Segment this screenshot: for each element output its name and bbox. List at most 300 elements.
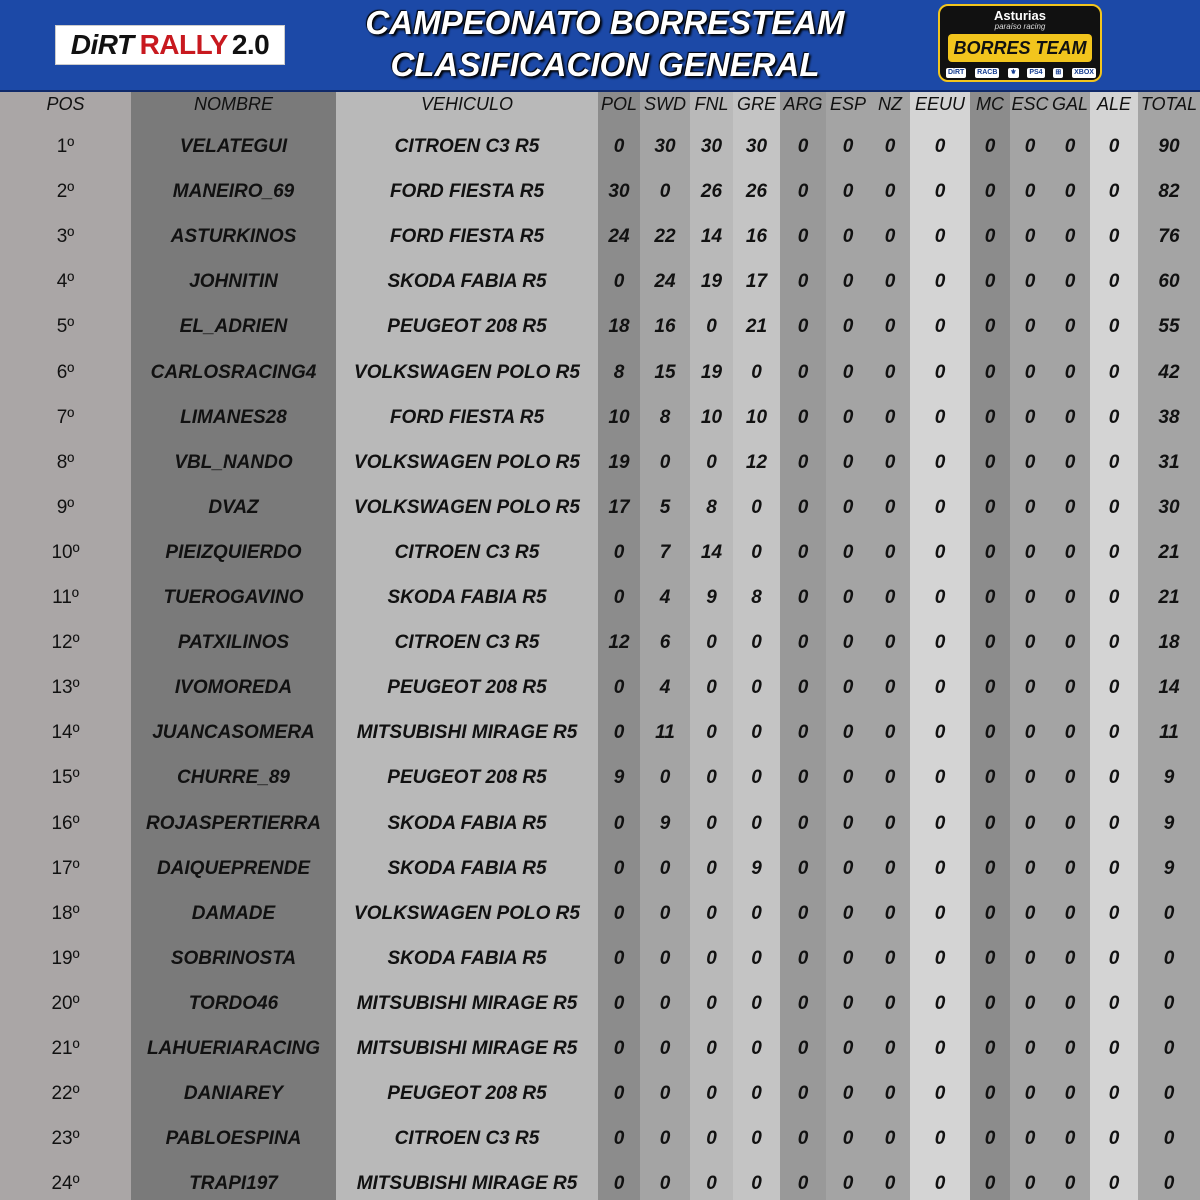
cell-swd: 4: [659, 587, 671, 608]
cell-arg: 0: [797, 226, 809, 248]
cell-arg: 0: [797, 361, 809, 383]
cell-esp: 0: [842, 992, 854, 1014]
cell-gal: 0: [1064, 587, 1076, 608]
cell-eeuu: 0: [934, 992, 946, 1014]
cell-gre: 0: [751, 541, 762, 563]
cell-pol: 17: [608, 496, 630, 518]
cell-arg: 0: [797, 316, 809, 338]
cell-pos: 10º: [51, 541, 80, 563]
cell-eeuu: 0: [934, 136, 946, 157]
cell-fnl: 0: [706, 632, 717, 654]
cell-name: VELATEGUI: [179, 136, 288, 157]
cell-nz: 0: [884, 316, 896, 338]
cell-total: 31: [1158, 451, 1180, 473]
cell-nz: 0: [884, 136, 896, 157]
cell-eeuu: 0: [934, 722, 946, 744]
cell-gre: 0: [751, 722, 762, 744]
cell-swd: 4: [659, 677, 671, 699]
cell-total: 0: [1163, 1038, 1175, 1059]
cell-pol: 0: [613, 722, 625, 744]
cell-name: DANIAREY: [183, 1083, 284, 1105]
badge-region: Asturias: [993, 8, 1047, 23]
cell-mc: 0: [984, 632, 996, 654]
cell-pol: 0: [613, 541, 625, 563]
cell-arg: 0: [797, 767, 809, 789]
cell-esc: 0: [1024, 1128, 1036, 1150]
cell-car: CITROEN C3 R5: [394, 1128, 540, 1150]
cell-eeuu: 0: [934, 496, 946, 518]
cell-esc: 0: [1024, 271, 1036, 293]
cell-pos: 14º: [51, 722, 80, 744]
cell-gre: 26: [745, 181, 768, 203]
cell-mc: 0: [984, 541, 996, 563]
cell-esp: 0: [842, 767, 854, 789]
cell-nz: 0: [884, 496, 896, 518]
cell-car: SKODA FABIA R5: [387, 587, 547, 608]
cell-gre: 0: [751, 947, 762, 969]
cell-pos: 15º: [51, 767, 80, 789]
cell-esp: 0: [842, 632, 854, 654]
cell-esc: 0: [1024, 496, 1036, 518]
cell-name: MANEIRO_69: [172, 181, 295, 203]
cell-pol: 0: [613, 1038, 625, 1059]
cell-nz: 0: [884, 632, 896, 654]
cell-swd: 0: [659, 1173, 671, 1195]
cell-fnl: 30: [700, 136, 723, 157]
cell-gre: 0: [751, 767, 762, 789]
cell-gal: 0: [1064, 271, 1076, 293]
cell-swd: 24: [654, 271, 676, 293]
cell-total: 0: [1163, 1128, 1175, 1150]
cell-total: 0: [1163, 902, 1175, 924]
cell-esp: 0: [842, 136, 854, 157]
cell-swd: 30: [654, 136, 676, 157]
borres-team-badge: [938, 4, 1102, 82]
cell-swd: 8: [659, 406, 671, 428]
dirt-rally-logo: [55, 25, 285, 65]
column-header-arg: ARG: [783, 94, 823, 114]
cell-total: 14: [1158, 677, 1180, 699]
cell-name: EL_ADRIEN: [179, 316, 288, 338]
column-header-gre: GRE: [736, 94, 776, 114]
cell-arg: 0: [797, 136, 809, 157]
cell-eeuu: 0: [934, 632, 946, 654]
cell-total: 9: [1163, 812, 1175, 834]
column-header-gal: GAL: [1051, 94, 1089, 114]
column-header-nz: NZ: [878, 94, 902, 114]
cell-eeuu: 0: [934, 1083, 946, 1105]
cell-gal: 0: [1064, 1038, 1076, 1059]
cell-ale: 0: [1108, 722, 1120, 744]
title-line-2: CLASIFICACION GENERAL: [390, 46, 820, 83]
cell-arg: 0: [797, 181, 809, 203]
cell-fnl: 0: [706, 1038, 717, 1059]
cell-fnl: 0: [706, 451, 717, 473]
cell-eeuu: 0: [934, 857, 946, 879]
cell-ale: 0: [1108, 947, 1120, 969]
sponsor-logo-asturias: ⚜: [1010, 69, 1017, 76]
cell-arg: 0: [797, 722, 809, 744]
cell-name: DAIQUEPRENDE: [156, 857, 311, 879]
cell-fnl: 19: [700, 361, 723, 383]
cell-nz: 0: [884, 587, 896, 608]
cell-gre: 0: [751, 992, 762, 1014]
cell-gal: 0: [1064, 136, 1076, 157]
cell-mc: 0: [984, 181, 996, 203]
cell-pos: 16º: [51, 812, 80, 834]
cell-pos: 22º: [51, 1083, 80, 1105]
cell-swd: 0: [659, 181, 671, 203]
cell-esc: 0: [1024, 1083, 1036, 1105]
cell-nz: 0: [884, 541, 896, 563]
cell-total: 30: [1158, 496, 1180, 518]
badge-team-name: BORRES TEAM: [948, 34, 1092, 62]
cell-total: 9: [1163, 767, 1175, 789]
cell-esc: 0: [1024, 767, 1036, 789]
cell-fnl: 0: [706, 902, 717, 924]
logo-rally-text: RALLY: [139, 29, 228, 60]
cell-mc: 0: [984, 1083, 996, 1105]
cell-esc: 0: [1024, 406, 1036, 428]
cell-mc: 0: [984, 451, 996, 473]
cell-car: SKODA FABIA R5: [387, 812, 547, 834]
cell-pol: 0: [613, 857, 625, 879]
cell-gre: 21: [745, 316, 768, 338]
cell-name: PABLOESPINA: [165, 1128, 302, 1150]
cell-gal: 0: [1064, 181, 1076, 203]
cell-arg: 0: [797, 857, 809, 879]
cell-nz: 0: [884, 406, 896, 428]
cell-esp: 0: [842, 316, 854, 338]
cell-pol: 30: [608, 181, 630, 203]
cell-ale: 0: [1108, 496, 1120, 518]
cell-swd: 16: [654, 316, 676, 338]
cell-esp: 0: [842, 1128, 854, 1150]
column-header-ale: ALE: [1096, 94, 1132, 114]
column-header-esp: ESP: [829, 94, 867, 114]
cell-esc: 0: [1024, 902, 1036, 924]
cell-swd: 0: [659, 767, 671, 789]
cell-fnl: 10: [700, 406, 723, 428]
cell-name: ROJASPERTIERRA: [146, 812, 321, 834]
column-header-eeuu: EEUU: [914, 94, 965, 114]
cell-ale: 0: [1108, 451, 1120, 473]
cell-esp: 0: [842, 902, 854, 924]
column-header-car: VEHICULO: [420, 94, 514, 114]
cell-car: FORD FIESTA R5: [389, 181, 545, 203]
cell-swd: 0: [659, 947, 671, 969]
cell-name: VBL_NANDO: [174, 451, 293, 473]
cell-ale: 0: [1108, 1128, 1120, 1150]
cell-pos: 17º: [51, 857, 80, 879]
logo-dirt-text: DiRT: [70, 29, 134, 60]
cell-mc: 0: [984, 722, 996, 744]
cell-total: 0: [1163, 992, 1175, 1014]
cell-arg: 0: [797, 947, 809, 969]
cell-nz: 0: [884, 992, 896, 1014]
cell-ale: 0: [1108, 812, 1120, 834]
cell-eeuu: 0: [934, 902, 946, 924]
cell-eeuu: 0: [934, 812, 946, 834]
cell-gal: 0: [1064, 767, 1076, 789]
cell-gre: 17: [745, 271, 768, 293]
cell-mc: 0: [984, 1038, 996, 1059]
cell-nz: 0: [884, 1083, 896, 1105]
cell-total: 21: [1158, 541, 1180, 563]
cell-esp: 0: [842, 271, 854, 293]
cell-eeuu: 0: [934, 1173, 946, 1195]
cell-eeuu: 0: [934, 406, 946, 428]
cell-gal: 0: [1064, 541, 1076, 563]
cell-esp: 0: [842, 1083, 854, 1105]
cell-name: JOHNITIN: [189, 271, 278, 293]
cell-nz: 0: [884, 812, 896, 834]
cell-mc: 0: [984, 677, 996, 699]
cell-fnl: 0: [706, 812, 717, 834]
cell-nz: 0: [884, 451, 896, 473]
cell-pos: 5º: [56, 316, 75, 338]
cell-ale: 0: [1108, 587, 1120, 608]
cell-name: SOBRINOSTA: [170, 947, 297, 969]
cell-ale: 0: [1108, 1083, 1120, 1105]
cell-gre: 0: [751, 677, 762, 699]
cell-name: DAMADE: [191, 902, 276, 924]
title-line-1: CAMPEONATO BORRESTEAM: [365, 4, 845, 41]
cell-ale: 0: [1108, 1038, 1120, 1059]
cell-pol: 0: [613, 992, 625, 1014]
cell-pos: 8º: [56, 451, 75, 473]
cell-arg: 0: [797, 1128, 809, 1150]
cell-mc: 0: [984, 947, 996, 969]
cell-mc: 0: [984, 136, 996, 157]
cell-eeuu: 0: [934, 1038, 946, 1059]
cell-eeuu: 0: [934, 226, 946, 248]
cell-total: 76: [1158, 226, 1180, 248]
cell-esp: 0: [842, 812, 854, 834]
cell-ale: 0: [1108, 857, 1120, 879]
cell-gal: 0: [1064, 947, 1076, 969]
cell-name: DVAZ: [208, 496, 259, 518]
cell-gre: 9: [751, 857, 762, 879]
cell-eeuu: 0: [934, 541, 946, 563]
cell-gal: 0: [1064, 406, 1076, 428]
column-header-fnl: FNL: [694, 94, 729, 114]
cell-gre: 10: [745, 406, 768, 428]
cell-total: 18: [1158, 632, 1180, 654]
cell-gal: 0: [1064, 361, 1076, 383]
cell-esp: 0: [842, 496, 854, 518]
cell-ale: 0: [1108, 632, 1120, 654]
cell-nz: 0: [884, 361, 896, 383]
cell-car: VOLKSWAGEN POLO R5: [354, 451, 580, 473]
cell-car: CITROEN C3 R5: [394, 136, 540, 157]
cell-fnl: 0: [706, 947, 717, 969]
cell-fnl: 0: [706, 1173, 717, 1195]
cell-fnl: 8: [706, 496, 717, 518]
cell-arg: 0: [797, 992, 809, 1014]
cell-arg: 0: [797, 406, 809, 428]
cell-mc: 0: [984, 587, 996, 608]
cell-mc: 0: [984, 857, 996, 879]
cell-car: VOLKSWAGEN POLO R5: [354, 361, 580, 383]
cell-mc: 0: [984, 226, 996, 248]
cell-car: CITROEN C3 R5: [394, 541, 540, 563]
cell-total: 0: [1163, 1173, 1175, 1195]
cell-esc: 0: [1024, 451, 1036, 473]
cell-gal: 0: [1064, 812, 1076, 834]
column-header-name: NOMBRE: [193, 94, 273, 114]
cell-total: 9: [1163, 857, 1175, 879]
cell-arg: 0: [797, 1038, 809, 1059]
cell-esc: 0: [1024, 722, 1036, 744]
cell-esc: 0: [1024, 1173, 1036, 1195]
cell-arg: 0: [797, 587, 809, 608]
cell-esc: 0: [1024, 316, 1036, 338]
cell-fnl: 9: [706, 587, 717, 608]
cell-nz: 0: [884, 902, 896, 924]
cell-swd: 22: [654, 226, 676, 248]
cell-esp: 0: [842, 406, 854, 428]
cell-pol: 18: [608, 316, 630, 338]
cell-swd: 0: [659, 1038, 671, 1059]
cell-pos: 18º: [51, 902, 80, 924]
cell-ale: 0: [1108, 541, 1120, 563]
cell-name: PATXILINOS: [177, 632, 290, 654]
cell-ale: 0: [1108, 1173, 1120, 1195]
cell-ale: 0: [1108, 226, 1120, 248]
cell-arg: 0: [797, 541, 809, 563]
cell-swd: 5: [659, 496, 671, 518]
column-header-pol: POL: [600, 94, 638, 114]
cell-ale: 0: [1108, 677, 1120, 699]
cell-gal: 0: [1064, 496, 1076, 518]
cell-nz: 0: [884, 226, 896, 248]
cell-eeuu: 0: [934, 451, 946, 473]
cell-total: 42: [1158, 361, 1180, 383]
cell-car: MITSUBISHI MIRAGE R5: [356, 722, 578, 744]
cell-esc: 0: [1024, 587, 1036, 608]
cell-pol: 0: [613, 812, 625, 834]
cell-pol: 0: [613, 136, 625, 157]
cell-esc: 0: [1024, 992, 1036, 1014]
cell-name: LIMANES28: [180, 406, 287, 428]
cell-total: 60: [1158, 271, 1180, 293]
cell-mc: 0: [984, 902, 996, 924]
cell-ale: 0: [1108, 361, 1120, 383]
cell-esc: 0: [1024, 541, 1036, 563]
cell-arg: 0: [797, 451, 809, 473]
cell-pos: 19º: [51, 947, 80, 969]
cell-total: 21: [1158, 587, 1180, 608]
sponsor-logo-dirt: DiRT: [948, 69, 965, 76]
cell-fnl: 0: [706, 992, 717, 1014]
cell-car: PEUGEOT 208 R5: [387, 677, 547, 699]
cell-pol: 24: [608, 226, 630, 248]
cell-esp: 0: [842, 541, 854, 563]
cell-nz: 0: [884, 947, 896, 969]
cell-ale: 0: [1108, 406, 1120, 428]
cell-arg: 0: [797, 1173, 809, 1195]
cell-arg: 0: [797, 677, 809, 699]
cell-fnl: 0: [706, 767, 717, 789]
cell-name: TRAPI197: [189, 1173, 278, 1195]
cell-car: MITSUBISHI MIRAGE R5: [356, 1038, 578, 1059]
cell-esc: 0: [1024, 181, 1036, 203]
cell-arg: 0: [797, 902, 809, 924]
cell-nz: 0: [884, 767, 896, 789]
cell-pos: 9º: [56, 496, 75, 518]
cell-car: MITSUBISHI MIRAGE R5: [356, 1173, 578, 1195]
cell-esp: 0: [842, 722, 854, 744]
cell-pol: 0: [613, 1083, 625, 1105]
logo-version-text: 2.0: [231, 29, 270, 60]
cell-fnl: 19: [700, 271, 723, 293]
cell-name: TORDO46: [188, 992, 279, 1014]
cell-car: FORD FIESTA R5: [389, 226, 545, 248]
cell-total: 0: [1163, 947, 1175, 969]
cell-esp: 0: [842, 451, 854, 473]
cell-eeuu: 0: [934, 271, 946, 293]
cell-pol: 0: [613, 1128, 625, 1150]
cell-name: CARLOSRACING4: [150, 361, 317, 383]
cell-pol: 0: [613, 902, 625, 924]
cell-fnl: 26: [700, 181, 723, 203]
cell-gal: 0: [1064, 1173, 1076, 1195]
cell-eeuu: 0: [934, 361, 946, 383]
cell-pol: 12: [608, 632, 630, 654]
cell-car: FORD FIESTA R5: [389, 406, 545, 428]
cell-esp: 0: [842, 1173, 854, 1195]
cell-esp: 0: [842, 857, 854, 879]
sponsor-logos: [946, 66, 1096, 80]
cell-car: MITSUBISHI MIRAGE R5: [356, 992, 578, 1014]
cell-esp: 0: [842, 947, 854, 969]
cell-name: IVOMOREDA: [174, 677, 293, 699]
cell-esp: 0: [842, 587, 854, 608]
cell-mc: 0: [984, 767, 996, 789]
cell-nz: 0: [884, 677, 896, 699]
cell-total: 82: [1158, 181, 1180, 203]
cell-esp: 0: [842, 1038, 854, 1059]
cell-arg: 0: [797, 812, 809, 834]
cell-pos: 7º: [56, 406, 75, 428]
cell-pos: 21º: [51, 1038, 80, 1059]
cell-pos: 6º: [56, 361, 75, 383]
cell-pos: 11º: [52, 587, 79, 608]
column-header-esc: ESC: [1011, 94, 1049, 114]
cell-car: PEUGEOT 208 R5: [387, 1083, 547, 1105]
cell-gre: 0: [751, 1038, 762, 1059]
cell-mc: 0: [984, 1128, 996, 1150]
cell-gal: 0: [1064, 722, 1076, 744]
cell-esp: 0: [842, 181, 854, 203]
cell-gre: 0: [751, 1173, 762, 1195]
cell-nz: 0: [884, 271, 896, 293]
cell-swd: 0: [659, 1128, 671, 1150]
cell-eeuu: 0: [934, 677, 946, 699]
cell-swd: 9: [659, 812, 671, 834]
column-header-swd: SWD: [644, 94, 686, 114]
cell-eeuu: 0: [934, 316, 946, 338]
cell-nz: 0: [884, 722, 896, 744]
cell-gal: 0: [1064, 451, 1076, 473]
column-header-total: TOTAL: [1140, 94, 1198, 114]
cell-name: ASTURKINOS: [170, 226, 297, 248]
cell-gal: 0: [1064, 1083, 1076, 1105]
cell-nz: 0: [884, 857, 896, 879]
cell-gal: 0: [1064, 902, 1076, 924]
cell-pol: 0: [613, 587, 625, 608]
